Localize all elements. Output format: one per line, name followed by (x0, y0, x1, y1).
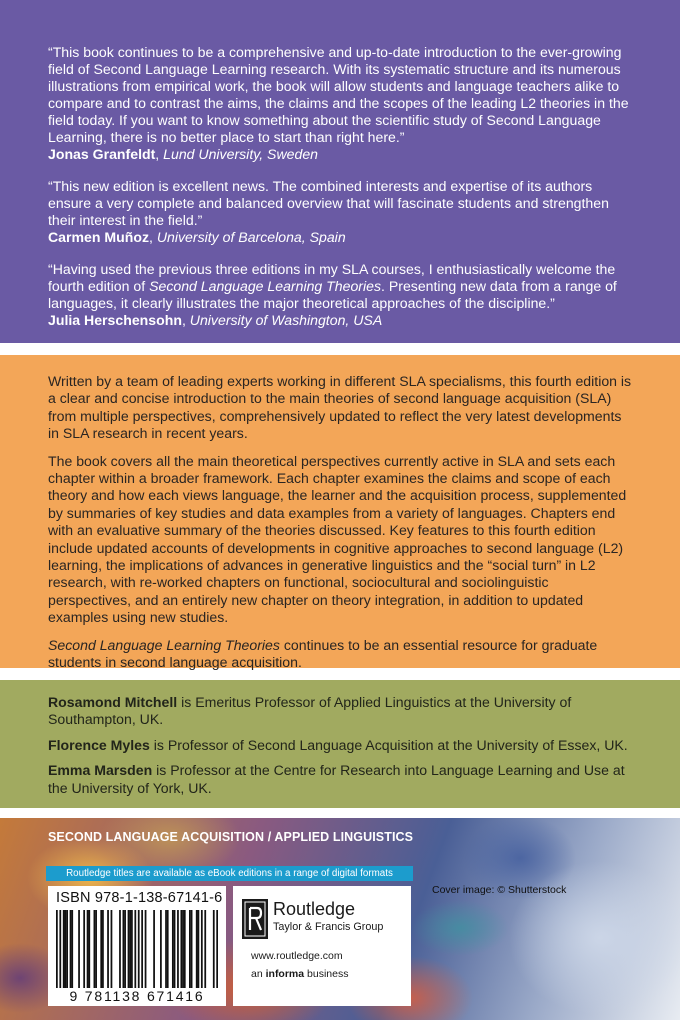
routledge-logo-icon (242, 899, 268, 939)
series-label: SECOND LANGUAGE ACQUISITION / APPLIED LINGUISTICS (48, 830, 414, 844)
barcode-icon (56, 910, 218, 988)
barcode-bar (216, 910, 218, 988)
endorser-affiliation: Lund University, Sweden (163, 146, 318, 162)
book-title: Second Language Learning Theories (48, 636, 280, 653)
author-name: Emma Marsden (48, 762, 153, 779)
endorser-name: Carmen Muñoz (48, 229, 150, 245)
endorsement-attribution: Julia Herschensohn, University of Washington, USA (48, 312, 383, 328)
publisher-group: Taylor & Francis Group (273, 921, 384, 933)
author-name: Florence Myles (48, 736, 150, 753)
barcode-bar (63, 910, 65, 988)
barcode-bar (83, 910, 85, 988)
ebook-notice: Routledge titles are available as eBook editions in a range of digital formats (46, 866, 413, 881)
barcode-bar (174, 910, 176, 988)
endorsement-quote: “This new edition is excellent news. The combined interests and expertise of its authors ensure a very complete and balanced overview that will fascinate students and strengthen their interest in the field.” (48, 178, 609, 228)
barcode-bar (102, 910, 104, 988)
barcode-bar (201, 910, 203, 988)
barcode-bar (131, 910, 133, 988)
description-paragraph-2: The book covers all the main theoretical perspectives currently active in SLA and sets each chapter within a broader framework. Each chapter examines the claims and scope of each theory and how each views language, the learner and the acquisition process, supplemented by summaries of key studies and data examples from a variety of languages. Chapters end with an evaluative summary of the theories discussed. Key features to this fourth edition include updated accounts of developments in cognitive approaches to second language (L2) learning, the implications of advances in generative linguistics and the “social turn” in L2 research, with re-worked chapters on functional, sociocultural and sociolinguistic perspectives, and an entirely new chapter on theory integration, in addition to updated examples using new studies. (48, 452, 627, 626)
barcode-bar (138, 910, 140, 988)
barcode-bar (213, 910, 215, 988)
barcode-bar (129, 910, 131, 988)
barcode-bar (59, 910, 61, 988)
publisher-name: Routledge (273, 899, 356, 919)
cover-art-footer (0, 818, 680, 1020)
endorser-name: Julia Herschensohn (48, 312, 182, 328)
barcode-bar (167, 910, 169, 988)
endorsement-2 (48, 178, 632, 246)
barcode-bar (94, 910, 96, 988)
barcode-bar (111, 910, 113, 988)
endorsement-1 (48, 44, 632, 163)
barcode-bar (189, 910, 191, 988)
book-title: Second Language Learning Theories (149, 278, 382, 294)
endorsement-quote: “This book continues to be a comprehensive and up-to-date introduction to the ever-growing field of Second Language Learning research. With its systematic structure and its numerous illustrations from empirical work, the book will allow students and language teachers alike to compare and to contrast the aims, the claims and the scopes of the leading L2 theories in the field today. If you want to know something about the scientific study of Second Language Learning, there is no better place to start than right here.” (48, 44, 629, 145)
barcode-bar (177, 910, 179, 988)
barcode-bar (65, 910, 67, 988)
barcode-bar (145, 910, 147, 988)
authors-panel (0, 680, 680, 808)
informa-line: an informa business (251, 968, 349, 980)
endorsement-attribution: Jonas Granfeldt, Lund University, Sweden (48, 146, 318, 162)
author-name: Rosamond Mitchell (48, 694, 178, 710)
barcode-bar (204, 910, 206, 988)
cover-image-credit: Cover image: © Shutterstock (432, 884, 567, 896)
publisher-url[interactable]: www.routledge.com (251, 950, 343, 962)
barcode-bar (107, 910, 109, 988)
description-paragraph-1: Written by a team of leading experts working in different SLA specialisms, this fourth edition is a clear and concise introduction to the main theories of second language acquisition (SLA) from multiple perspectives, comprehensively updated to reflect the very latest developments in SLA research in recent years. (48, 373, 632, 442)
endorsements-panel (0, 0, 680, 343)
endorser-affiliation: University of Washington, USA (189, 312, 383, 328)
endorsement-quote: “Having used the previous three editions in my SLA courses, I enthusiastically welcome the fourth edition of Second Language Learning Theories. Presenting new data from a range of languages, it clearly illustrates the major theoretical approaches of the discipline.” (48, 261, 617, 311)
barcode-bar (71, 910, 73, 988)
barcode-panel (48, 886, 226, 1006)
author-bio: Emma Marsden is Professor at the Centre for Research into Language Learning and Use at the University of York, UK. (48, 762, 625, 796)
barcode-bar (123, 910, 125, 988)
barcode-bar (172, 910, 174, 988)
isbn: ISBN 978-1-138-67141-6 (56, 890, 223, 906)
barcode-bar (128, 910, 130, 988)
description-paragraph-3: Second Language Learning Theories continues to be an essential resource for graduate students in second language acquisition. (48, 636, 598, 671)
barcode-bar (198, 910, 200, 988)
barcode-bar (88, 910, 90, 988)
author-bio: Florence Myles is Professor of Second Language Acquisition at the University of Essex, UK. (48, 736, 628, 753)
barcode-bar (70, 910, 72, 988)
endorser-name: Jonas Granfeldt (48, 146, 156, 162)
barcode-bar (180, 910, 182, 988)
endorsement-3 (48, 261, 632, 329)
barcode-bar (95, 910, 97, 988)
barcode-bar (153, 910, 155, 988)
barcode-bar (100, 910, 102, 988)
barcode-bar (56, 910, 58, 988)
barcode-bar (141, 910, 143, 988)
barcode-bar (191, 910, 193, 988)
barcode-bar (78, 910, 80, 988)
informa-brand: informa (265, 968, 305, 980)
endorser-affiliation: University of Barcelona, Spain (156, 229, 346, 245)
barcode-bar (119, 910, 121, 988)
barcode-bar (87, 910, 89, 988)
barcode-bar (196, 910, 198, 988)
barcode-bar (182, 910, 184, 988)
barcode-bar (66, 910, 68, 988)
barcode-bar (160, 910, 162, 988)
barcode-bar (184, 910, 186, 988)
author-bio: Rosamond Mitchell is Emeritus Professor of Applied Linguistics at the University of Southampton, UK. (48, 694, 572, 728)
publisher-panel (233, 886, 411, 1006)
endorsement-attribution: Carmen Muñoz, University of Barcelona, Spain (48, 229, 346, 245)
barcode-digits: 9 781138 671416 (69, 988, 205, 1004)
barcode-bar (165, 910, 167, 988)
description-panel (0, 355, 680, 671)
barcode-bar (124, 910, 126, 988)
barcode-bar (134, 910, 136, 988)
